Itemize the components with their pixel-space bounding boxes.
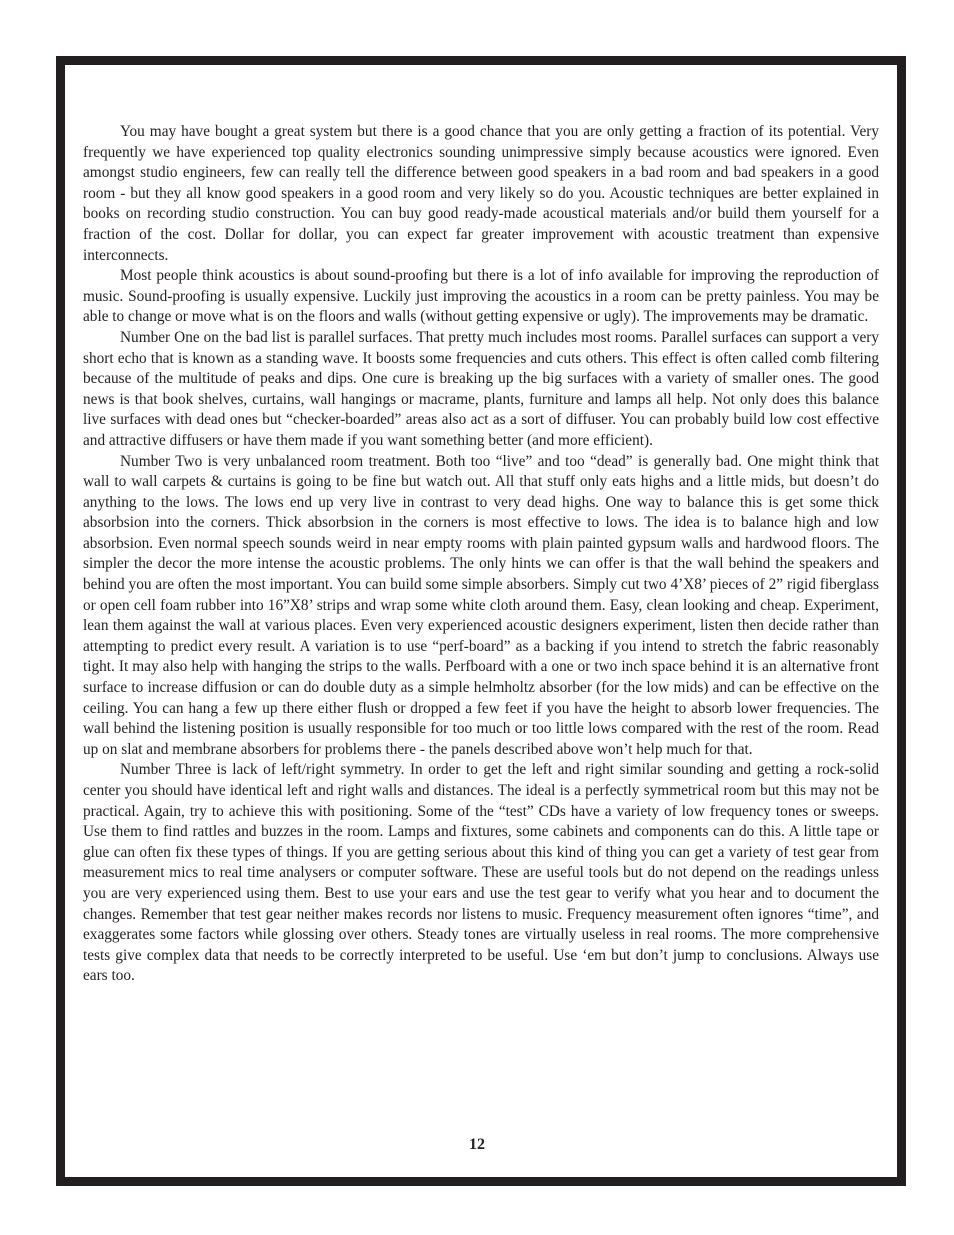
paragraph-number-two: Number Two is very unbalanced room treatment. Both too “live” and too “dead” is generally bad. One might think that wall to wall carpets & curtains is going to be fine but watch out. All that stuff only eats highs and a little mids, but doesn’t do anything to the lows. The lows end up very live in contrast to very dead highs. One way to balance this is get some thick absorbsion into the corners. Thick absorbsion in the corners is most effective to lows. The idea is to balance high and low absorbsion. Even normal speech sounds weird in near empty rooms with plain painted gypsum walls and hardwood floors. The simpler the decor the more intense the acoustic problems. The only hints we can offer is that the wall behind the speakers and behind you are often the most important. You can build some simple absorbers. Simply cut two 4’X8’ pieces of 2” rigid fiberglass or open cell foam rubber into 16”X8’ strips and wrap some white cloth around them. Easy, clean looking and cheap. Experiment, lean them against the wall at various places. Even very experienced acoustic designers experiment, listen then decide rather than attempting to predict every result. A variation is to use “perf-board” as a backing if you intend to stretch the fabric reasonably tight. It may also help with hanging the strips to the walls. Perfboard with a one or two inch space behind it is an alternative front surface to increase diffusion or can do double duty as a simple helmholtz absorber (for the low mids) and can be effective on the ceiling. You can hang a few up there either flush or dropped a few feet if you have the height to absorb lower frequencies. The wall behind the listening position is usually responsible for too much or too little lows compared with the rest of the room. Read up on slat and membrane absorbers for problems there - the panels described above won’t help much for that.	[83, 452, 879, 758]
paragraph-number-three: Number Three is lack of left/right symmetry. In order to get the left and right similar sounding and getting a rock-solid center you should have identical left and right walls and distances. The ideal is a perfectly symmetrical room but this may not be practical. Again, try to achieve this with positioning. Some of the “test” CDs have a variety of low frequency tones or sweeps. Use them to find rattles and buzzes in the room. Lamps and fixtures, some cabinets and components can do this. A little tape or glue can often fix these types of things. If you are getting serious about this kind of thing you can get a variety of test gear from measurement mics to real time analysers or computer software. These are useful tools but do not depend on the readings unless you are very experienced using them. Best to use your ears and use the test gear to verify what you hear and to document the changes. Remember that test gear neither makes records nor listens to music. Frequency measurement often ignores “time”, and exaggerates some factors while glossing over others. Steady tones are virtually useless in real rooms. The more comprehensive tests give complex data that needs to be correctly interpreted to be useful. Use ‘em but don’t jump to conclusions. Always use ears too.	[83, 761, 879, 985]
page-number: 12	[469, 1136, 485, 1153]
paragraph-number-one: Number One on the bad list is parallel surfaces. That pretty much includes most rooms. Parallel surfaces can support a very short echo that is known as a standing wave. It boosts some frequencies and cuts others. This effect is often called comb filtering because of the multitude of peaks and dips. One cure is breaking up the big surfaces with a variety of smaller ones. The good news is that book shelves, curtains, wall hangings or macrame, plants, furniture and lamps all help. Not only does this balance live surfaces with dead ones but “checker-boarded” areas also act as a sort of diffuser. You can probably build low cost effective and attractive diffusers or have them made if you want something better (and more efficient).	[83, 328, 879, 449]
article-body	[83, 122, 879, 987]
paragraph-intro: You may have bought a great system but there is a good chance that you are only getting a fraction of its potential. Very frequently we have experienced top quality electronics sounding unimpressive simply because acoustics were ignored. Even amongst studio engineers, few can really tell the difference between good speakers in a bad room and bad speakers in a good room - but they all know good speakers in a good room and very likely so do you. Acoustic techniques are better explained in books on recording studio construction. You can buy good ready-made acoustical materials and/or build them yourself for a fraction of the cost. Dollar for dollar, you can expect far greater improvement with acoustic treatment than expensive interconnects.	[83, 123, 879, 264]
paragraph-sound-proofing: Most people think acoustics is about sound-proofing but there is a lot of info available for improving the reproduction of music. Sound-proofing is usually expensive. Luckily just improving the acoustics in a room can be pretty painless. You may be able to change or move what is on the floors and walls (without getting expensive or ugly). The improvements may be dramatic.	[83, 267, 879, 326]
